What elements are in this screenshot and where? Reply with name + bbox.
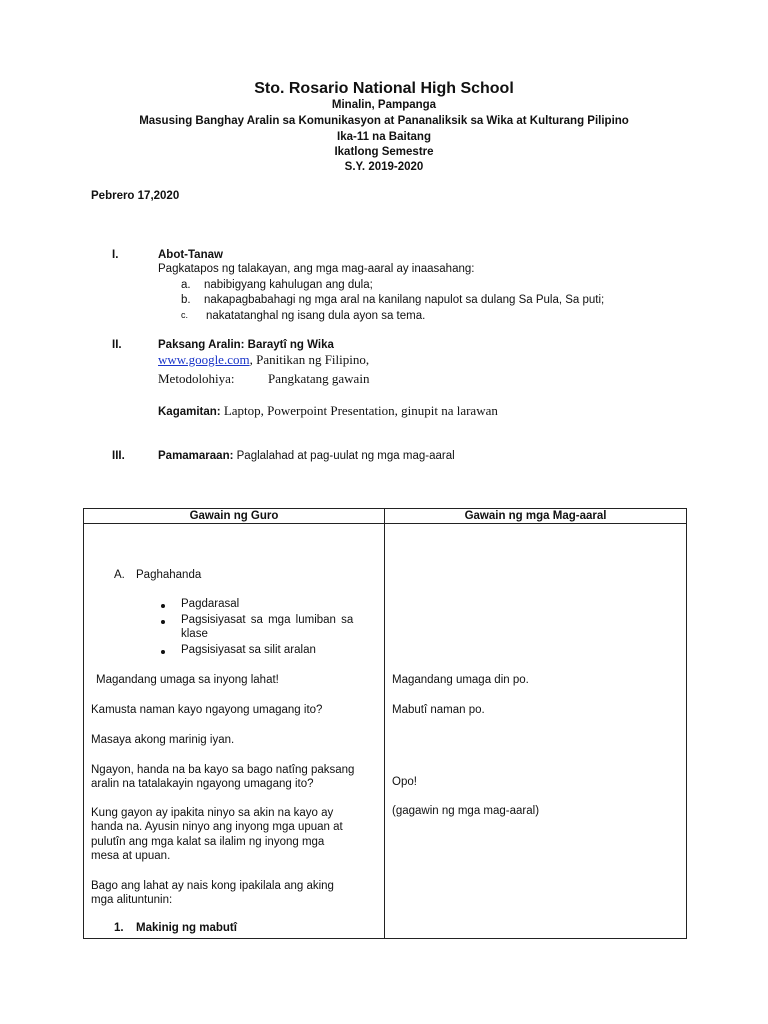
objective-b: nakapagbabahagi ng mga aral na kanilang napulot sa dulang Sa Pula, Sa puti; <box>204 294 605 306</box>
teacher-question-3-cont: aralin na tatalakayin ngayong umagang ito? <box>91 778 314 790</box>
semester: Ikatlong Semestre <box>334 146 434 158</box>
student-answer-4: (gagawin ng mga mag-aaral) <box>392 805 540 817</box>
student-answer-2: Mabutî naman po. <box>392 704 485 716</box>
bullet-classroom: Pagsisiyasat sa silit aralan <box>181 644 316 656</box>
teacher-instruction-cont-3: mesa at upuan. <box>91 850 171 862</box>
section-2-title: Paksang Aralin: Baraytî ng Wika <box>158 339 334 351</box>
school-name: Sto. Rosario National High School <box>254 80 514 97</box>
section-2-number: II. <box>112 339 122 351</box>
bullet-dot <box>161 604 165 608</box>
reference-line <box>158 352 369 368</box>
teacher-activities-cell <box>84 524 384 938</box>
method-label: Metodolohiya: <box>158 371 235 386</box>
section-3-line <box>158 450 455 462</box>
teacher-instruction-cont-1: handa na. Ayusin ninyo ang inyong mga upuan at <box>91 821 343 833</box>
bullet-attendance: Pagsisiyasat sa mga lumiban sa <box>181 614 354 626</box>
teacher-column-header: Gawain ng Guro <box>84 509 385 524</box>
teacher-question-3: Ngayon, handa na ba kayo sa bago natîng paksang <box>91 764 355 776</box>
objective-marker-a: a. <box>181 279 191 291</box>
section-1-title: Abot-Tanaw <box>158 249 223 261</box>
objective-marker-b: b. <box>181 294 191 306</box>
reference-rest: , Panitikan ng Filipino, <box>249 352 370 367</box>
teacher-instruction-cont-2: pulutîn ang mga kalat sa ilalim ng inyong mga <box>91 836 325 848</box>
bullet-dot <box>161 650 165 654</box>
bullet-attendance-cont: klase <box>181 628 208 640</box>
reference-link[interactable]: www.google.com <box>158 352 250 367</box>
objective-a: nabibigyang kahulugan ang dula; <box>204 279 373 291</box>
procedure-value: Paglalahad at pag-uulat ng mga mag-aaral <box>236 450 455 462</box>
bullet-dot <box>161 620 165 624</box>
objective-marker-c: c. <box>181 310 189 320</box>
objective-c: nakatatanghal ng isang dula ayon sa tema. <box>206 310 426 322</box>
materials-label: Kagamitan: <box>158 406 221 418</box>
lesson-date: Pebrero 17,2020 <box>91 190 180 202</box>
section-1-number: I. <box>112 249 119 261</box>
materials-line <box>158 403 498 419</box>
rule-1: Makinig ng mabutî <box>136 922 237 934</box>
section-1-intro: Pagkatapos ng talakayan, ang mga mag-aaral ay inaasahang: <box>158 263 475 275</box>
student-answer-1: Magandang umaga din po. <box>392 674 529 686</box>
section-3-number: III. <box>112 450 125 462</box>
student-column-header: Gawain ng mga Mag-aaral <box>385 509 687 524</box>
materials-value: Laptop, Powerpoint Presentation, ginupit na larawan <box>223 403 498 418</box>
teacher-instruction: Kung gayon ay ipakita ninyo sa akin na kayo ay <box>91 807 334 819</box>
subhead-marker: A. <box>114 569 125 581</box>
greeting: Magandang umaga sa inyong lahat! <box>96 674 279 686</box>
lesson-table <box>83 508 687 939</box>
subhead-paghahanda: Paghahanda <box>136 569 202 581</box>
bullet-pagdarasal: Pagdarasal <box>181 598 240 610</box>
plan-title: Masusing Banghay Aralin sa Komunikasyon at Pananaliksik sa Wika at Kulturang Pilipino <box>139 115 629 127</box>
procedure-label: Pamamaraan: <box>158 450 234 462</box>
grade-level: Ika-11 na Baitang <box>337 131 431 143</box>
student-activities-cell <box>385 524 686 938</box>
teacher-question-1: Kamusta naman kayo ngayong umagang ito? <box>91 704 323 716</box>
teacher-line-2: Masaya akong marinig iyan. <box>91 734 235 746</box>
rule-marker: 1. <box>114 922 124 934</box>
school-year: S.Y. 2019-2020 <box>344 161 424 173</box>
student-answer-3: Opo! <box>392 776 417 788</box>
method-value: Pangkatang gawain <box>268 371 370 386</box>
teacher-rules-intro-cont: mga alituntunin: <box>91 894 173 906</box>
teacher-rules-intro: Bago ang lahat ay nais kong ipakilala ang aking <box>91 880 334 892</box>
school-location: Minalin, Pampanga <box>331 99 437 111</box>
